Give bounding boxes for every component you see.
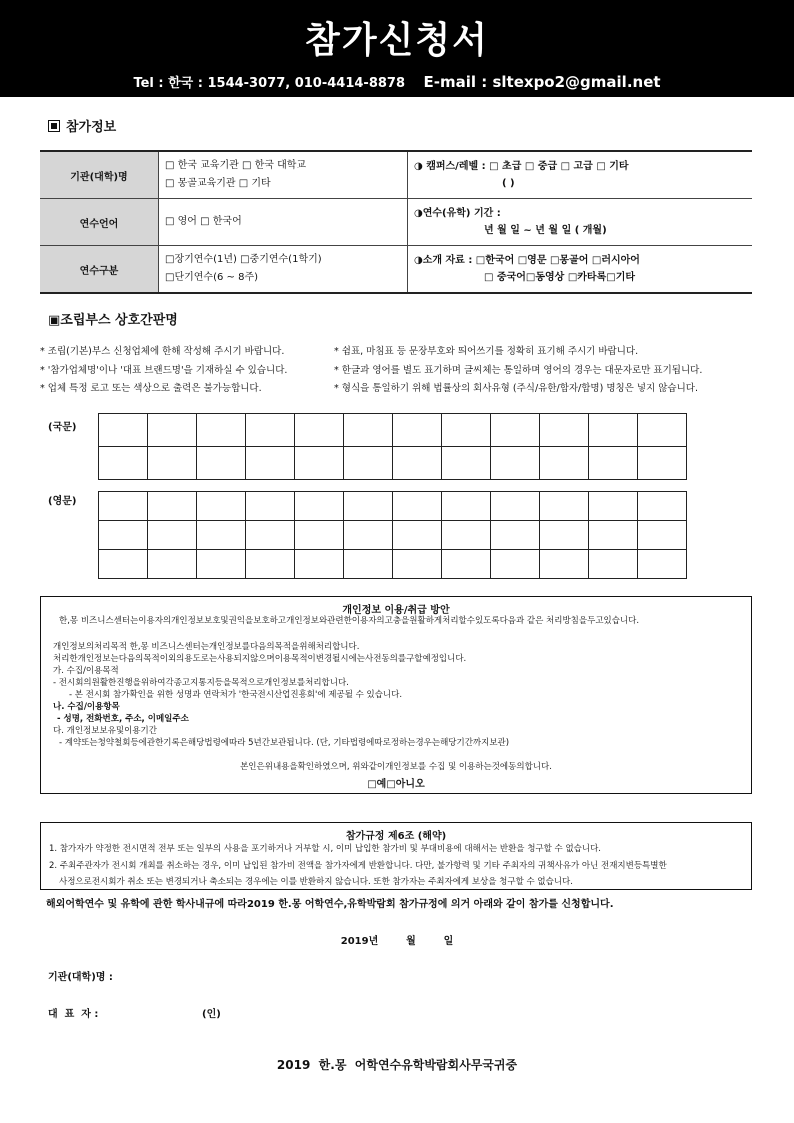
application-date[interactable]: 2019년 월 일 [340,936,454,947]
row-right-options[interactable]: ◑연수(유학) 기간 : 년 월 일 ~ 년 월 일 ( 개월) [408,199,753,246]
letter-cell[interactable] [540,492,589,521]
letter-cell[interactable] [344,492,393,521]
korean-label: (국문) [48,422,77,433]
privacy-text: 본인은위내용을확인하였으며, 위와같이개인정보를 수집 및 이용하는것에동의합니다. [240,762,552,772]
letter-cell[interactable] [540,447,589,480]
note-item: * '참가업체명'이나 '대표 브랜드명'을 기재하실 수 있습니다. [40,364,288,376]
letter-cell[interactable] [246,550,295,579]
notes-right [334,343,702,399]
consent-checkboxes[interactable]: □예□아니오 [367,779,425,790]
letter-cell[interactable] [589,521,638,550]
row-right-options[interactable]: ◑ 캠퍼스/레벨 : □ 초급 □ 중급 □ 고급 □ 기타 ( ) [408,151,753,199]
letter-cell[interactable] [295,447,344,480]
row-options[interactable]: □장기연수(1년) □중기연수(1학기) □단기연수(6 ~ 8주) [159,246,408,294]
letter-cell[interactable] [442,414,491,447]
note-item: * 쉼표, 마침표 등 문장부호와 띄어쓰기를 정확히 표기해 주시기 바랍니다. [334,346,639,357]
letter-cell[interactable] [295,414,344,447]
grid-row [99,492,687,521]
letter-cell[interactable] [393,521,442,550]
letter-cell[interactable] [540,414,589,447]
letter-cell[interactable] [344,521,393,550]
english-label: (영문) [48,496,77,507]
seal-mark: (인) [202,1009,221,1020]
letter-cell[interactable] [638,550,687,579]
table-row [40,246,752,294]
privacy-text: 다. 개인정보보유및이용기간 [53,726,157,736]
letter-cell[interactable] [99,447,148,480]
letter-cell[interactable] [638,414,687,447]
letter-cell[interactable] [491,492,540,521]
letter-cell[interactable] [393,447,442,480]
grid-row [99,521,687,550]
letter-cell[interactable] [99,521,148,550]
letter-cell[interactable] [197,550,246,579]
rules-title: 참가규정 제6조 (해약) [345,831,447,842]
letter-cell[interactable] [246,492,295,521]
letter-cell[interactable] [540,521,589,550]
letter-cell[interactable] [99,550,148,579]
rule-text: 1. 참가자가 약정한 전시면적 전부 또는 일부의 사용을 포기하거나 거부할 시, 이미 납입한 참가비 및 부대비용에 대해서는 반환을 청구할 수 없습니다. [49,844,602,854]
page-title: 참가신청서 [305,20,489,61]
rule-text: 2. 주최주관자가 전시회 개최를 취소하는 경우, 이미 납입된 참가비 전액을 참가자에게 반환합니다. 다만, 불가항력 및 기타 주최자의 귀책사유가 아닌 전재지변등특별한 [49,861,667,871]
korean-name-grid [98,413,687,480]
contact-line [0,72,794,91]
header-banner [0,0,794,97]
privacy-text: - 계약또는청약철회등에관한기록은해당법령에따라 5년간보관됩니다. (단, 기타법령에따로정하는경우는해당기간까지보관) [59,738,510,748]
letter-cell[interactable] [99,414,148,447]
letter-cell[interactable] [491,521,540,550]
letter-cell[interactable] [344,447,393,480]
closing-line: 2019 한.몽 어학연수유학박람회사무국귀중 [276,1058,518,1072]
letter-cell[interactable] [148,521,197,550]
letter-cell[interactable] [344,550,393,579]
privacy-box [40,596,752,794]
rule-text: 사정으로전시회가 취소 또는 변경되거나 축소되는 경우에는 이를 반환하지 않습니다. 또한 참가자는 주최자에게 보상을 청구할 수 없습니다. [59,877,573,887]
grid-row [99,414,687,447]
grid-row [99,447,687,480]
row-options[interactable]: □ 한국 교육기관 □ 한국 대학교 □ 몽골교육기관 □ 기타 [159,151,408,199]
table-row [40,199,752,246]
letter-cell[interactable] [638,521,687,550]
letter-cell[interactable] [148,447,197,480]
representative-label: 대 표 자 : [48,1009,99,1020]
letter-cell[interactable] [589,414,638,447]
filled-square-icon [48,120,60,132]
privacy-text: 처리한개인정보는다음의목적이외의용도로는사용되지않으며이용목적이변경될시에는사전동의를구할예정입니다. [53,654,467,664]
privacy-text: 개인정보의처리목적 한,몽 비즈니스센터는개인정보를다음의목적을위해처리합니다. [53,642,360,652]
letter-cell[interactable] [393,492,442,521]
letter-cell[interactable] [295,550,344,579]
declaration: 해외어학연수 및 유학에 관한 학사내규에 따라2019 한.몽 어학연수,유학박람회 참가규정에 의거 아래와 같이 참가를 신청합니다. [46,899,614,910]
letter-cell[interactable] [246,447,295,480]
rules-box [40,822,752,890]
letter-cell[interactable] [344,414,393,447]
notes-left [40,343,287,399]
letter-cell[interactable] [491,414,540,447]
section-title-participation: 참가정보 [48,116,116,135]
privacy-text: 가. 수집/이용목적 [53,666,119,676]
note-item: * 조립(기본)부스 신청업체에 한해 작성해 주시기 바랍니다. [40,346,285,357]
row-label: 연수구분 [40,246,159,294]
letter-cell[interactable] [246,521,295,550]
email-info: E-mail : sltexpo2@gmail.net [423,73,661,91]
letter-cell[interactable] [589,447,638,480]
letter-cell[interactable] [442,550,491,579]
note-item: * 업체 특정 로고 또는 색상으로 출력은 불가능합니다. [40,383,262,394]
privacy-title: 개인정보 이용/취급 방안 [342,605,450,616]
letter-cell[interactable] [148,550,197,579]
telephone-info: Tel : 한국 : 1544-3077, 010-4414-8878 [133,76,405,91]
letter-cell[interactable] [197,414,246,447]
letter-cell[interactable] [491,550,540,579]
letter-cell[interactable] [295,492,344,521]
note-item: * 형식을 통일하기 위해 법률상의 회사유형 (주식/유한/합자/합명) 명칭은 넣지 않습니다. [334,383,698,394]
letter-cell[interactable] [442,447,491,480]
privacy-text: - 본 전시회 참가확인을 위한 성명과 연락처가 '한국전시산업진흥회'에 제공될 수 있습니다. [69,690,403,700]
note-item: * 한글과 영어를 별도 표기하며 글씨체는 통일하며 영어의 경우는 대문자로만 표기됩니다. [334,364,703,376]
letter-cell[interactable] [540,550,589,579]
letter-cell[interactable] [589,492,638,521]
letter-cell[interactable] [589,550,638,579]
letter-cell[interactable] [442,492,491,521]
letter-cell[interactable] [638,492,687,521]
table-row [40,151,752,199]
section-title-booth-sign: ▣조립부스 상호간판명 [48,313,178,328]
letter-cell[interactable] [638,447,687,480]
letter-cell[interactable] [491,447,540,480]
letter-cell[interactable] [442,521,491,550]
letter-cell[interactable] [295,521,344,550]
row-options[interactable]: □ 영어 □ 한국어 [159,199,408,246]
participation-info-table [40,150,752,294]
letter-cell[interactable] [197,521,246,550]
letter-cell[interactable] [148,492,197,521]
privacy-text: 나. 수집/이용항목 [53,702,120,712]
privacy-text: 한,몽 비즈니스센터는이용자의개인정보보호및권익을보호하고개인정보와관련한이용자의고충을원활하게처리할수있도록다음과 같은 처리방침을두고있습니다. [59,616,640,626]
grid-row [99,550,687,579]
row-label: 기관(대학)명 [40,151,159,199]
letter-cell[interactable] [246,414,295,447]
letter-cell[interactable] [393,550,442,579]
english-name-grid [98,491,687,579]
letter-cell[interactable] [197,447,246,480]
row-label: 연수언어 [40,199,159,246]
row-right-options[interactable]: ◑소개 자료 : □한국어 □영문 □몽골어 □러시아어 □ 중국어□동영상 □카타록□기타 [408,246,753,294]
privacy-text: - 전시회의원활한진행을위하여각종고지통지등을목적으로개인정보를처리합니다. [53,678,349,688]
org-name-label: 기관(대학)명 : [48,972,113,983]
letter-cell[interactable] [148,414,197,447]
letter-cell[interactable] [99,492,148,521]
letter-cell[interactable] [197,492,246,521]
privacy-text: - 성명, 전화번호, 주소, 이메일주소 [57,714,189,724]
letter-cell[interactable] [393,414,442,447]
